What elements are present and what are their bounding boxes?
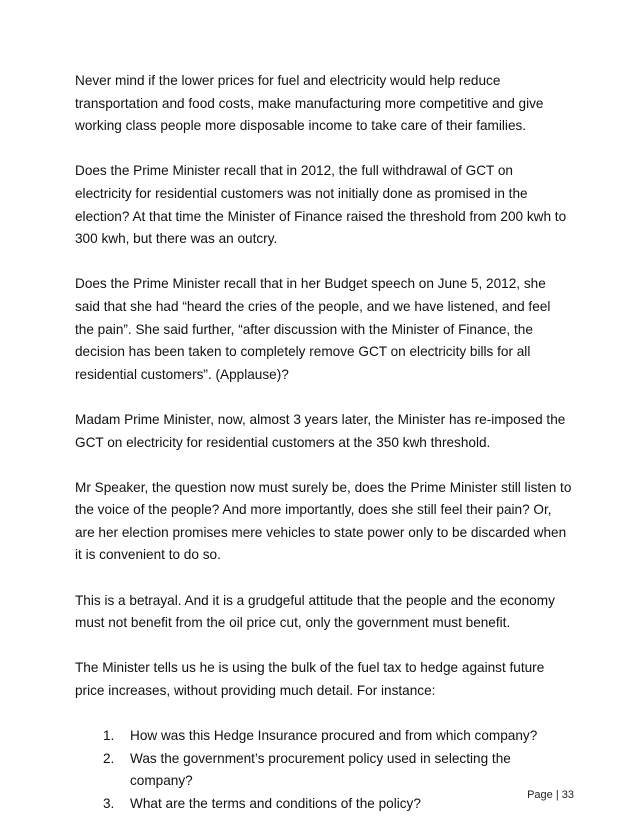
list-number: 1. [103, 728, 115, 744]
paragraph-5: Mr Speaker, the question now must surely be, does the Prime Minister still listen to the voice of the people? And more importantly, does she still feel their pain? Or, are her election promises mere vehicles to state power only to be discarded when it is convenient to do so. [75, 479, 572, 563]
list-item [75, 725, 573, 748]
paragraph-3: Does the Prime Minister recall that in her Budget speech on June 5, 2012, she said that she had “heard the cries of the people, and we have listened, and feel the pain”. She said further, “after discussion with the Minister of Finance, the decision has been taken to completely remove GCT on electricity bills for all residential customers”. (Applause)? [75, 276, 551, 382]
list-item-text: How was this Hedge Insurance procured and from which company? [130, 728, 538, 744]
paragraph-7: The Minister tells us he is using the bulk of the fuel tax to hedge against future price increases, without providing much detail. For instance: [75, 660, 545, 699]
paragraph-6: This is a betrayal. And it is a grudgeful attitude that the people and the economy must not benefit from the oil price cut, only the government must benefit. [75, 592, 555, 631]
list-number: 2. [103, 750, 115, 766]
list-item-text: What are the terms and conditions of the policy? [130, 796, 421, 811]
page-body [75, 70, 573, 816]
list-item [75, 748, 573, 793]
page-number-footer: Page | 33 [527, 789, 574, 801]
list-number: 3. [103, 796, 115, 811]
list-item-text: Was the government’s procurement policy used in selecting the company? [130, 750, 511, 789]
numbered-list [75, 725, 573, 815]
paragraph-2: Does the Prime Minister recall that in 2012, the full withdrawal of GCT on electricity for residential customers was not initially done as promised in the election? At that time the Minister of Finance raised the threshold from 200 kwh to 300 kwh, but there was an outcry. [75, 163, 567, 247]
paragraph-4: Madam Prime Minister, now, almost 3 years later, the Minister has re-imposed the GCT on electricity for residential customers at the 350 kwh threshold. [75, 411, 566, 450]
paragraph-1: Never mind if the lower prices for fuel and electricity would help reduce transportation and food costs, make manufacturing more competitive and give working class people more disposable income to take care of their families. [75, 73, 544, 134]
